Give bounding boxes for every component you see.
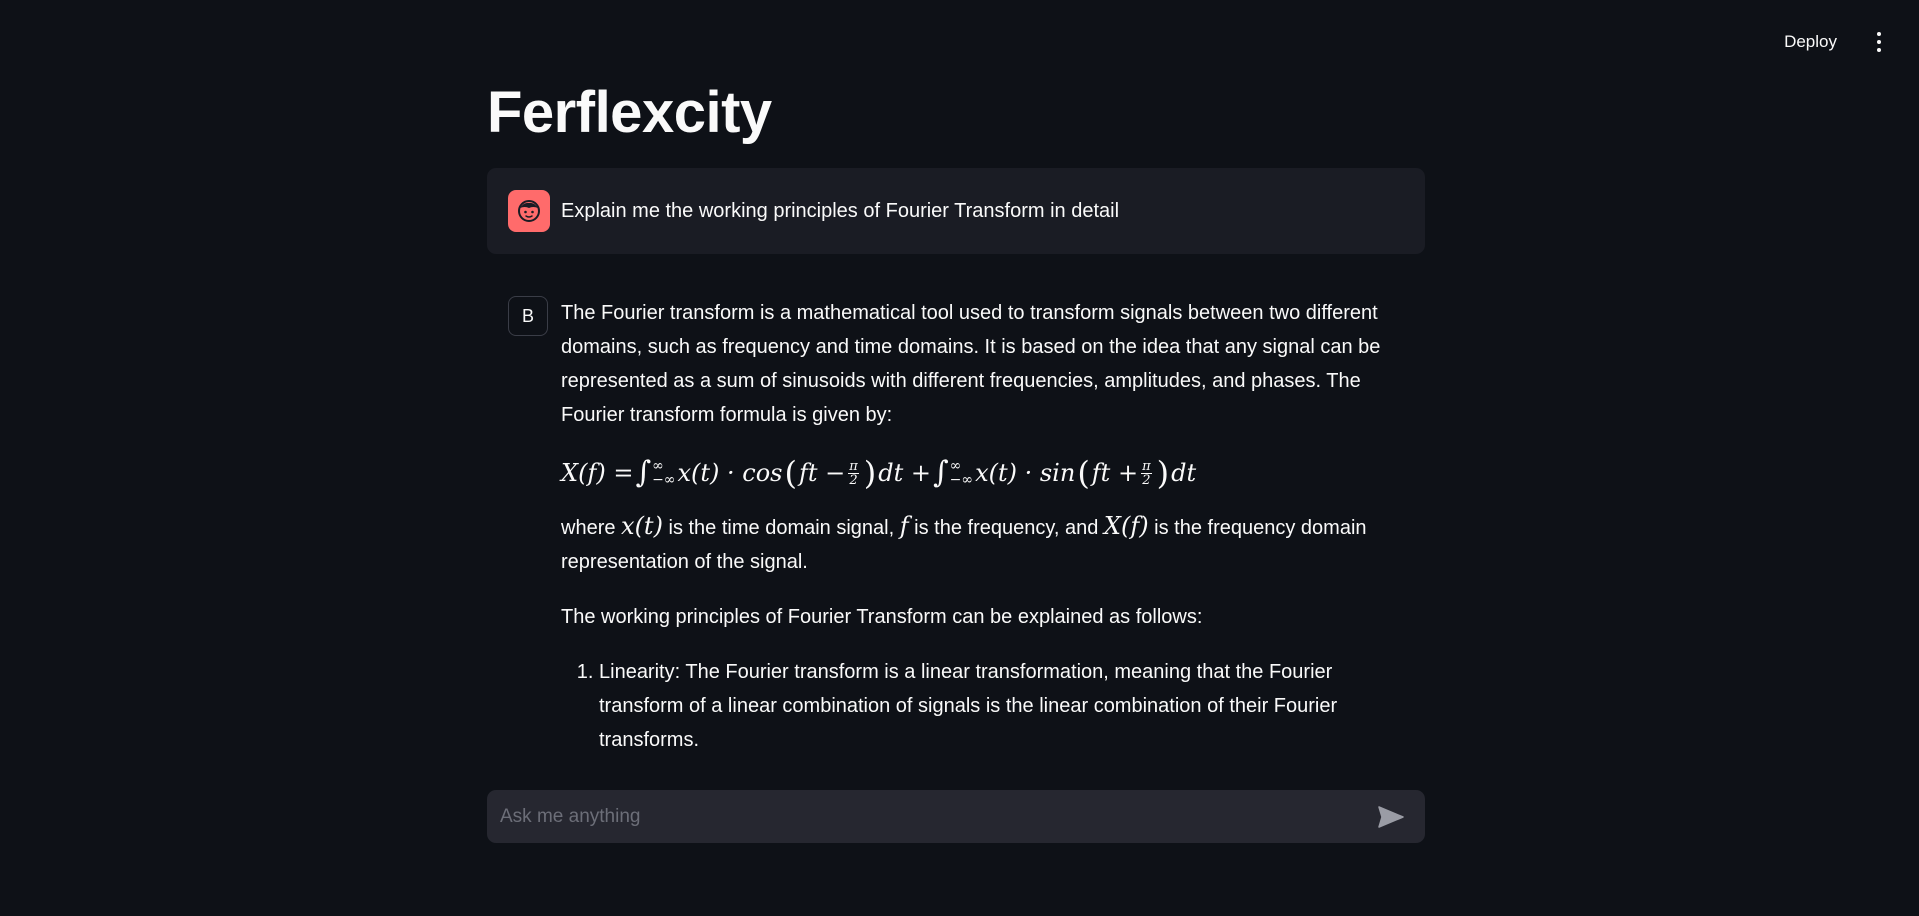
formula-term2-c: dt bbox=[1171, 459, 1197, 487]
send-icon bbox=[1378, 806, 1404, 828]
integral-2: ∫ ∞ −∞ bbox=[933, 455, 974, 490]
fourier-formula: X(f) = ∫ ∞ −∞ x(t) · cos ( ft − $\frac{\pi}{2}$ ) dt + ∫ ∞ −∞ x(t) · sin ( ft + $\frac{\pi}{2}$ ) dt bbox=[561, 454, 1197, 492]
formula-term1-c: dt + bbox=[878, 459, 932, 487]
fraction-2-den: 2 bbox=[1142, 472, 1151, 488]
fraction-1 bbox=[848, 460, 859, 487]
formula-term2-b: ft + bbox=[1091, 459, 1139, 487]
formula-explanation bbox=[561, 509, 1391, 579]
formula-term1-b: ft − bbox=[798, 459, 846, 487]
user-message bbox=[487, 168, 1425, 254]
where-var-1: x(t) bbox=[621, 512, 663, 540]
where-text-2: is the time domain signal, bbox=[662, 517, 900, 539]
fraction-1-den: 2 bbox=[849, 472, 858, 488]
top-toolbar bbox=[1776, 28, 1887, 56]
user-face-icon bbox=[508, 190, 550, 232]
where-var-3: X(f) bbox=[1103, 512, 1149, 540]
formula-lhs: X(f) = bbox=[561, 459, 634, 487]
assistant-intro: The Fourier transform is a mathematical tool used to transform signals between two different domains, such as frequency and time domains. It is based on the idea that any signal can be represented as a sum of sinusoids with different frequencies, amplitudes, and phases. The Fourier transform formula is given by: bbox=[561, 302, 1381, 426]
chat-input[interactable] bbox=[498, 805, 1371, 829]
integral-1-upper: ∞ bbox=[652, 458, 664, 474]
fraction-1-num: π bbox=[849, 458, 858, 474]
formula-term1-a: x(t) · cos bbox=[677, 459, 783, 487]
integral-1: ∫ ∞ −∞ bbox=[635, 455, 676, 490]
integral-2-upper: ∞ bbox=[949, 458, 962, 474]
principles-intro: The working principles of Fourier Transform can be explained as follows: bbox=[561, 606, 1203, 628]
where-text-1: where bbox=[561, 517, 622, 539]
integral-1-lower: −∞ bbox=[652, 472, 676, 488]
integral-2-lower: −∞ bbox=[949, 472, 974, 488]
principles-list bbox=[561, 655, 1391, 757]
assistant-message-content bbox=[561, 296, 1391, 757]
send-button[interactable] bbox=[1371, 797, 1411, 837]
user-message-text: Explain me the working principles of Fourier Transform in detail bbox=[561, 199, 1120, 222]
assistant-avatar: B bbox=[508, 296, 548, 336]
deploy-button[interactable]: Deploy bbox=[1776, 28, 1845, 56]
formula-term2-a: x(t) · sin bbox=[975, 459, 1076, 487]
fraction-2-num: π bbox=[1142, 458, 1151, 474]
list-item: 1. Linearity: The Fourier transform is a linear transformation, meaning that the Fourier transform of a linear combination of signals is the linear combination of their Fourier transforms. bbox=[599, 655, 1391, 757]
page-title: Ferflexcity bbox=[487, 80, 772, 145]
kebab-menu-icon[interactable] bbox=[1871, 28, 1887, 56]
chat-input-bar bbox=[487, 790, 1425, 843]
where-text-3: is the frequency, and bbox=[908, 517, 1104, 539]
fraction-2 bbox=[1141, 460, 1152, 487]
where-var-2: f bbox=[899, 512, 909, 540]
where-text-4: is the frequency domain representation of the signal. bbox=[561, 517, 1367, 573]
